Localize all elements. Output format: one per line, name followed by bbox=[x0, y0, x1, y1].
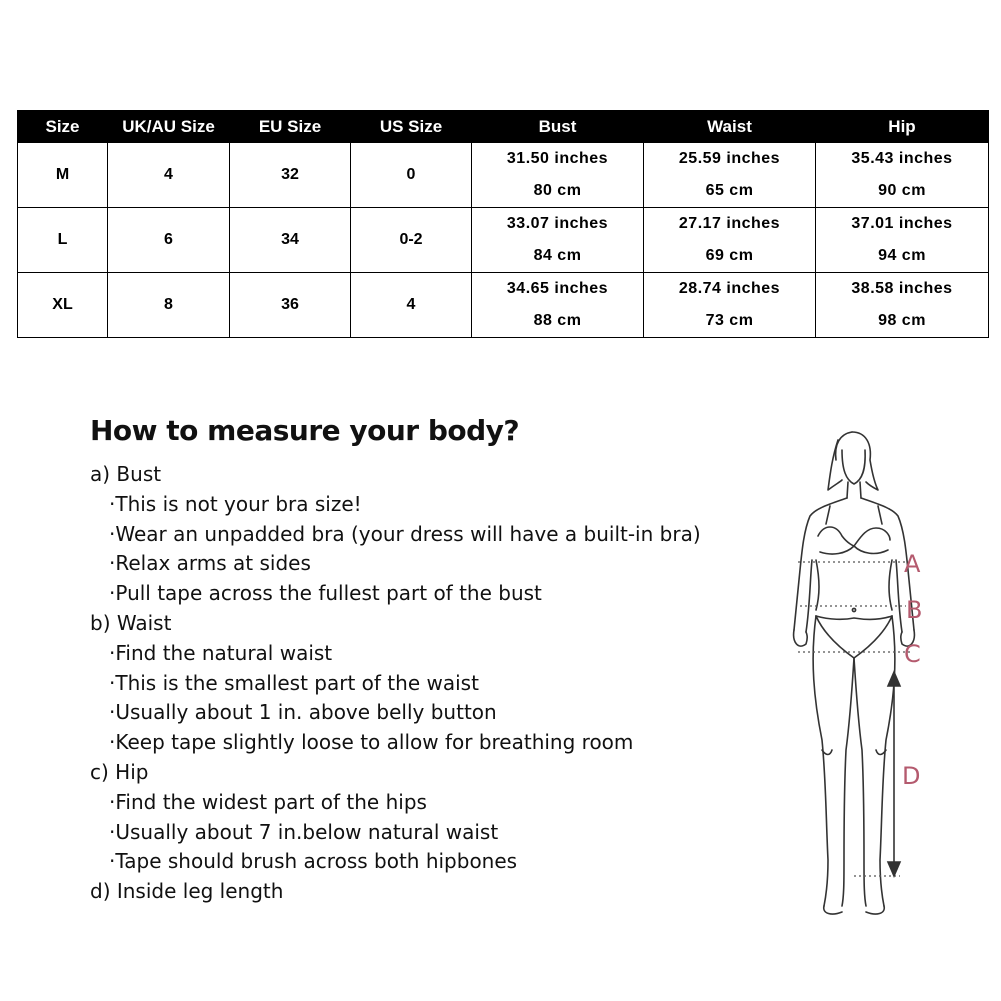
tip-line: ·Usually about 1 in. above belly button bbox=[109, 700, 497, 725]
bust-cm: 84 cm bbox=[533, 247, 582, 264]
hip-cm: 94 cm bbox=[878, 247, 926, 264]
cell-uk-au: 6 bbox=[108, 208, 230, 273]
guide-section-waist bbox=[90, 609, 730, 758]
section-label: d) Inside leg length bbox=[90, 879, 284, 904]
table-header-row bbox=[18, 111, 989, 143]
cell-us: 0 bbox=[351, 143, 472, 208]
cell-eu: 32 bbox=[230, 143, 351, 208]
guide-section-bust bbox=[90, 460, 730, 609]
marker-b-label: B bbox=[906, 596, 923, 624]
tip-line: ·Find the natural waist bbox=[109, 640, 333, 665]
bust-inches: 31.50 inches bbox=[506, 150, 609, 167]
cell-size: XL bbox=[18, 273, 108, 338]
waist-cm: 65 cm bbox=[705, 182, 754, 199]
size-chart-table bbox=[17, 110, 989, 338]
cell-waist bbox=[644, 273, 816, 338]
cell-hip bbox=[816, 143, 989, 208]
cell-bust bbox=[472, 143, 644, 208]
hip-cm: 90 cm bbox=[878, 182, 926, 199]
tip-line: ·This is not your bra size! bbox=[109, 491, 362, 516]
cell-uk-au: 4 bbox=[108, 143, 230, 208]
cell-size: M bbox=[18, 143, 108, 208]
hip-inches: 38.58 inches bbox=[851, 280, 953, 297]
cell-bust bbox=[472, 273, 644, 338]
header-eu-size: EU Size bbox=[230, 111, 351, 143]
header-uk-au-size: UK/AU Size bbox=[108, 111, 230, 143]
header-size: Size bbox=[18, 111, 108, 143]
marker-c-label: C bbox=[904, 640, 921, 668]
bust-cm: 88 cm bbox=[533, 312, 582, 329]
tip-line: ·Usually about 7 in.below natural waist bbox=[109, 819, 499, 844]
header-us-size: US Size bbox=[351, 111, 472, 143]
tip-line: ·Find the widest part of the hips bbox=[109, 789, 427, 814]
waist-inches: 25.59 inches bbox=[678, 150, 781, 167]
waist-inches: 27.17 inches bbox=[678, 215, 781, 232]
cell-us: 4 bbox=[351, 273, 472, 338]
cell-us: 0-2 bbox=[351, 208, 472, 273]
cell-waist bbox=[644, 208, 816, 273]
tip-line: ·Wear an unpadded bra (your dress will have a built-in bra) bbox=[109, 521, 701, 546]
table-row bbox=[18, 273, 989, 338]
waist-inches: 28.74 inches bbox=[678, 280, 781, 297]
guide-section-hip bbox=[90, 758, 730, 877]
cell-eu: 34 bbox=[230, 208, 351, 273]
body-outline-illustration bbox=[770, 420, 970, 920]
header-bust: Bust bbox=[472, 111, 644, 143]
cell-hip bbox=[816, 273, 989, 338]
waist-cm: 69 cm bbox=[705, 247, 754, 264]
cell-hip bbox=[816, 208, 989, 273]
cell-waist bbox=[644, 143, 816, 208]
tip-line: ·Pull tape across the fullest part of the bust bbox=[109, 581, 542, 606]
guide-title: How to measure your body? bbox=[90, 414, 520, 447]
table-row bbox=[18, 208, 989, 273]
tip-line: ·Relax arms at sides bbox=[109, 551, 311, 576]
tip-line: ·This is the smallest part of the waist bbox=[109, 670, 479, 695]
tip-line: ·Keep tape slightly loose to allow for breathing room bbox=[109, 730, 634, 755]
tip-line: ·Tape should brush across both hipbones bbox=[109, 849, 518, 874]
bust-inches: 33.07 inches bbox=[506, 215, 609, 232]
bust-inches: 34.65 inches bbox=[506, 280, 609, 297]
section-label: b) Waist bbox=[90, 610, 172, 635]
measuring-guide bbox=[90, 410, 730, 907]
marker-d-label: D bbox=[902, 762, 921, 790]
header-hip: Hip bbox=[816, 111, 989, 143]
guide-section-inside-leg bbox=[90, 877, 730, 907]
waist-cm: 73 cm bbox=[705, 312, 754, 329]
hip-inches: 35.43 inches bbox=[851, 150, 953, 167]
section-label: a) Bust bbox=[90, 462, 162, 486]
cell-eu: 36 bbox=[230, 273, 351, 338]
body-measurement-figure bbox=[770, 420, 970, 920]
table-row bbox=[18, 143, 989, 208]
cell-size: L bbox=[18, 208, 108, 273]
cell-bust bbox=[472, 208, 644, 273]
marker-a-label: A bbox=[904, 550, 921, 578]
section-label: c) Hip bbox=[90, 759, 149, 784]
cell-uk-au: 8 bbox=[108, 273, 230, 338]
hip-inches: 37.01 inches bbox=[851, 215, 953, 232]
hip-cm: 98 cm bbox=[878, 312, 926, 329]
header-waist: Waist bbox=[644, 111, 816, 143]
bust-cm: 80 cm bbox=[533, 182, 582, 199]
